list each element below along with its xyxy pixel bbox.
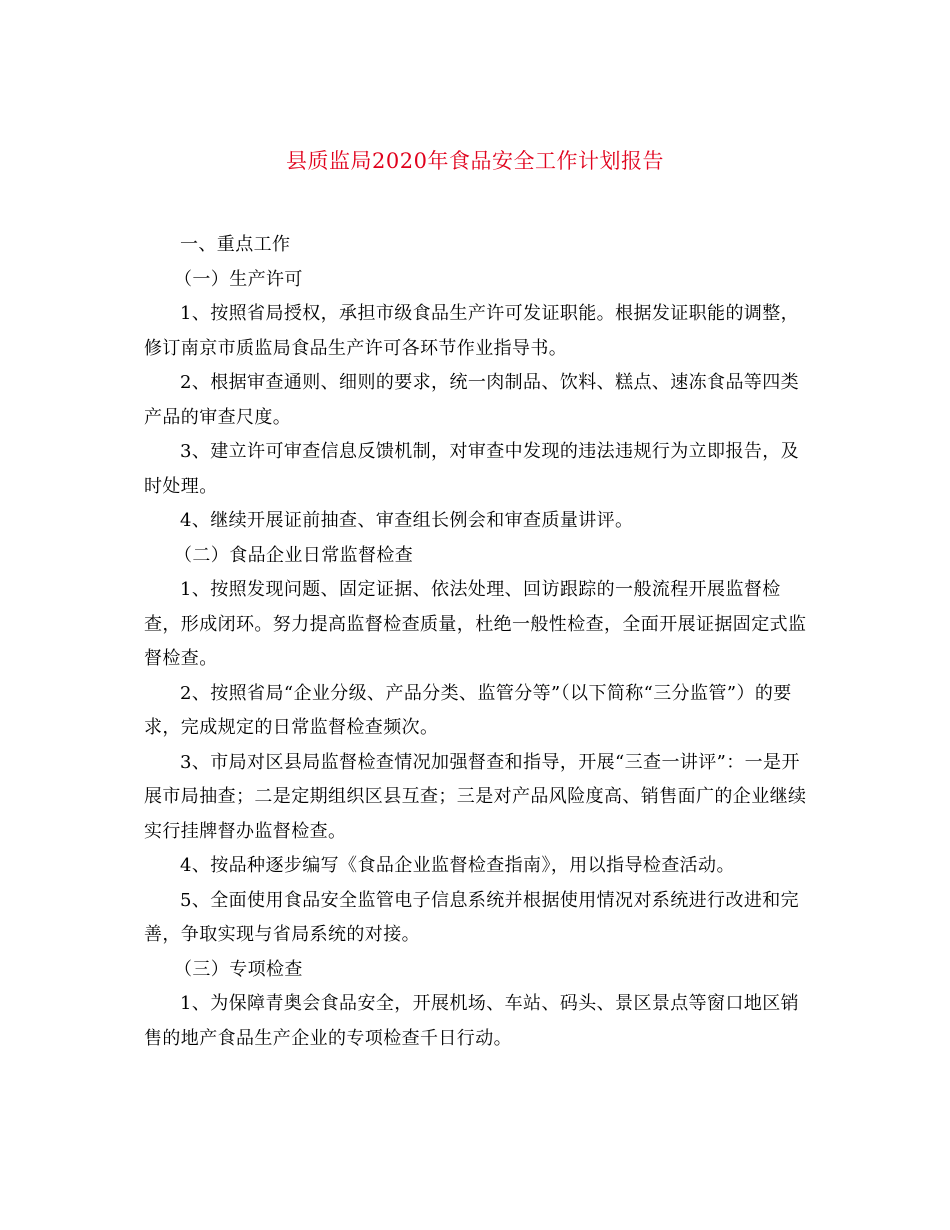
paragraph: 3、市局对区县局监督检查情况加强督查和指导，开展“三查一讲评”：一是开展市局抽查；二是定期组织区县互查；三是对产品风险度高、销售面广的企业继续实行挂牌督办监督检查。 <box>144 751 807 842</box>
paragraph: 4、继续开展证前抽查、审查组长例会和审查质量讲评。 <box>180 510 634 531</box>
subsection-heading-production-license: （一）生产许可 <box>174 268 303 290</box>
paragraph: 1、为保障青奥会食品安全，开展机场、车站、码头、景区景点等窗口地区销售的地产食品生产企业的专项检查千日行动。 <box>144 993 800 1049</box>
paragraph: 2、按照省局“企业分级、产品分类、监管分等”（以下简称“三分监管”）的要求，完成规定的日常监督检查频次。 <box>144 682 792 738</box>
subsection-heading-daily-supervision: （二）食品企业日常监督检查 <box>174 544 414 566</box>
paragraph: 4、按品种逐步编写《食品企业监督检查指南》，用以指导检查活动。 <box>180 855 735 876</box>
paragraph: 1、按照发现问题、固定证据、依法处理、回访跟踪的一般流程开展监督检查，形成闭环。努力提高监督检查质量，杜绝一般性检查，全面开展证据固定式监督检查。 <box>144 579 807 669</box>
paragraph: 3、建立许可审查信息反馈机制，对审查中发现的违法违规行为立即报告，及时处理。 <box>144 441 800 497</box>
paragraph: 2、根据审查通则、细则的要求，统一肉制品、饮料、糕点、速冻食品等四类产品的审查尺度。 <box>144 372 800 428</box>
paragraph: 1、按照省局授权，承担市级食品生产许可发证职能。根据发证职能的调整，修订南京市质监局食品生产许可各环节作业指导书。 <box>144 303 800 359</box>
document-title: 县质监局2020年食品安全工作计划报告 <box>286 149 664 173</box>
subsection-heading-special-inspection: （三）专项检查 <box>174 958 303 980</box>
section-heading: 一、重点工作 <box>180 234 291 255</box>
paragraph: 5、全面使用食品安全监管电子信息系统并根据使用情况对系统进行改进和完善，争取实现与省局系统的对接。 <box>144 889 800 945</box>
document-body <box>144 228 808 1056</box>
